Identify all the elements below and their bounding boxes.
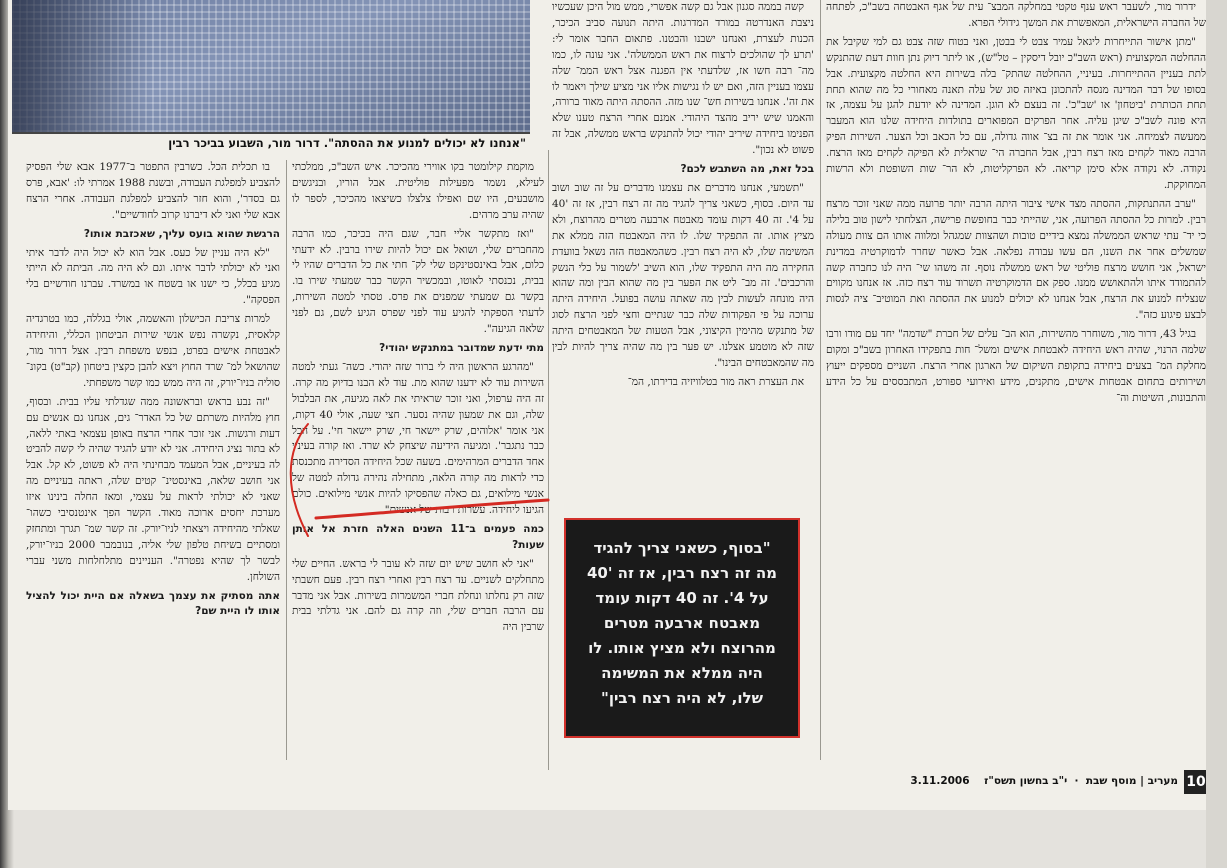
scan-margin [1206,0,1227,868]
article-paragraph: "תשמעי, אנחנו מדברים את עצמנו מדברים על זה שוב ושוב עד היום. בסוף, כשאני צריך להגיד מה זה רצח רבין, אז זה '40 על 4'. זה 40 דקות עומד מאבטח ארבעה מטרים מהרוצח, ולא מציץ אותו. זה התפקיד שלו. לו היה המאבטח הזה ממלא את המשימה שלו, לא היה רצח רבין. כשהמאבטח הזה נשאל בוועדת החקירה מה היה התפקיד שלו, הוא השיב 'לשמור על כלי הנשק והרכבים'. זה מב־ ליט את הפער בין מה שהוא הבין ומה שהוא היה מונחה לעשות לבין מה שאתה עושה בפועל. היחידה היתה ערוכה על פי הפקודות שלה כבר שנתיים וחצי לפני הרצח לסוג של מתנקש מהימין הקיצוני, אבל הטעות של המאבטחים היתה שזה לא מוטמע אצלנו. יש פער בין מה שהיה צריך להיות לבין מה שהמאבטחים הבינו". [552,181,814,369]
article-paragraph: "לא היה עניין של כעס. אבל הוא לא יכול היה לדבר איתי ואני לא יכולתי לדבר איתו. וגם לא היה מה. הביתה לא הייתי מגיע בכלל, כי ישנו או בשטח או במשרד. עברנו חודשיים בלי הפסקה". [26,246,280,307]
interview-question: אתה מסתיק את עצמך בשאלה אם היית יכול להציל אותו לו היית שם? [26,589,280,618]
article-paragraph: ידרור מור, לשעבר ראש ענף טקטי במחלקה המבצ־ עית של אגף האבטחה בשב"כ, לפתחה של החברה הישראלית, המאפשרת את המשך גידולי הפרא. [826,1,1206,29]
article-photo [12,0,530,134]
article-paragraph: את העצרת ראה מור בטלוויזיה בדירתו, המ־ [627,375,804,388]
pen-underline-mark [312,496,552,526]
footer-date: 3.11.2006 [910,775,970,787]
article-column-right [826,0,1206,760]
pull-quote: "בסוף, כשאני צריך להגיד מה זה רצח רבין, אז זה '40 על 4'. זה 40 דקות עומד מאבטח ארבעה מטרים מהרוצח ולא מציץ אותו. לו היה ממלא את המשימה שלו, לא היה רצח רבין" [564,518,800,738]
interview-question: מתי ידעת שמדובר במתנקש יהודי? [379,341,544,354]
article-paragraph: "זה נבע בראש ובראשונה ממה שגדלתי עליו בבית. ובסוף, חוץ מלהיות משרתם של כל האדר־ גים, אנחנו גם אנשים עם דעות ורגשות. אני זוכר אחרי הרצח באופן עצמאי באתי ללאה, לא בתור נציג היחידה. אני לא יודע להגיד שהיה לי קשה להביט לה בעיניים, אבל המעמד מבחינתי היה לא פשוט, לא קל. אבל אני חושב שלאה, באינסטינ־ קטים שלה, ראתה בעיניים מה שאני לא יכולתי לראות על עצמי, ומאז החלה בינינו איזו מערכת יחסים ארוכה מאוד. הקשר הפך אינטנסיבי כשהו־ שאלתי מהיחידה ויצאתי לניו־יורק. זה קשר שמ־ תגרך ומתחזק ומסתיים בשיחת טלפון שלי אליה, בנובמבר 2000 בניו־יורק, לבשר לך שהיא נפטרה". העניינים מתלחלחות משני עברי השולחן. [26,395,280,583]
page-number: 10 [1184,770,1208,794]
article-paragraph: "אני לא חושב שיש יום שזה לא עובר לי בראש. החיים שלי מתחלקים לשניים. עד רצח רבין ואחרי רצח רבין. פעם חשבתי שזה רק נחלתו ונחלת חברי המשמרות בשירות. אבל אני מדבר עם הרבה חברים שלי, וזה קרה גם להם. אני גדלתי בבית שרבין היה [292,557,544,634]
photo-shadow [12,0,152,132]
interview-question: כמה פעמים ב־11 השנים האלה חזרת אל אותן שעות? [292,522,544,551]
article-paragraph: "מתן אישור התייחרות ליגאל עמיר צבט לי בבטן, ואני בטוח שזה צבט גם למי שקיבל את ההחלטה המקצועית (ראש השב"כ יובל דיסקין – טל"ש), או ליתר דיוק נתן חוות דעת שהתנקש לתת בעניין ההתייחרות. בעיניי, ההחלטה שהתק־ בלה בשירות היא החלטה מקצועית. אבל בסופו של דבר המדינה מנסה להתכונן באיזה סוג של עלה תאנה מאחורי כל מה שהוא תחת תחת הכותרת 'ביטחון' או 'שב"כ'. זה בעצם לא הוגן. המדינה לא יודעת להגן על עצמה, אז היא פונה לשב"כ שיגן עליה. אחר הפרקים המפוארים בתולדות היחידה שלנו הוא המעבר ממעשה לצמיחה. אני אומר את זה בצ־ אווה גדולה, עם כל הכאב וכל הצער. השירות הפיק הרבה מאוד לקחים מאז רצח רבין, אבל החברה הי־ שראלית לא הפיקה לקחים מאז הרצח. נקודה. לא נקודה אלא סימן קריאה. לא הפרקליטות, לא הר־ שות השופטת ולא הרשות המחוקקת. [826,35,1206,191]
pen-bracket-mark [278,420,318,540]
interview-question: בכל זאת, מה השתבש לכם? [680,163,814,176]
article-column-middle [552,0,814,500]
article-paragraph: "מהרגע הראשון היה לי ברור שזה יהודי. כשה־ געתי למטה השירות עוד לא ידענו שהוא מת. עוד לא הבנו בדיוק מה קרה. זה היה ערפול, ואני זוכר שראיתי את לאה מגיעה, את הבלבול שלה, וגם את שמעון שהיה נסער. חצי שעה, אולי 40 דקות, אני אומר 'אלוהים, שרק יישאר חי, שרק יישאר חי'. על הכל כבר נתגבר'. ומגיעה הידיעה שיצחק לא שרד. ואז קורה בעיניי אחד הדברים המרהימים. בשעה שכל היחידה הסדירה מתכנסת כדי לראות מה קורה הלאה, מתחילה נהירה גדולה למטה של אנשי מילואים, גם כאלה שהפסיקו להיות אנשי מילואים. כולם הגיעו ליחידה. עשרות רבות של אנשים". [292,360,544,517]
article-column-left-inner [292,160,544,790]
newspaper-page [8,0,1214,810]
article-paragraph: למרות צריבת הכישלון והאשמה, אולי בגללה, כמו בטרגדיה קלאסית, נקשרה נפש אנשי שירות הביטחון הכללי, והיחידה לאבטחת אישים בפרט, בנפש משפחת רבין. אצל דרור מור, שהושאל למ־ שרד החוץ ויצא להבן כקצין ביטחון (קב"ט) בקונ־ סוליה בניו־יורק, זה היה ממש כמו קשר משפחתי. [26,313,280,389]
page-footer [808,770,1208,796]
interview-question: הרגשת שהוא בועס עליך, שאכזבת אותו? [83,227,280,240]
footer-section: מעריב | מוסף שבת [1085,775,1178,787]
article-paragraph: בו תכלית הכל. כשרבין התפטר ב־1977 אבא שלי הפסיק להצביע למפלגת העבודה, ובשנת 1988 אמרתי לו: 'אבא, פרס גם בסדר', והוא חזר להצביע למפלגת העבודה. אחרי הרצח אבא שלי ואני לא דיברנו קרוב לחודשיים". [26,161,280,221]
column-divider [548,150,549,770]
column-divider [820,0,821,760]
article-paragraph: מוקמת קילומטר בקו אווירי מהכיכר. איש השב"כ, ממלכתי לעילא, נשמר מפעילות פוליטית. אבל הוריו, ובניגשים מושבעים, היו שם ואפילו צלצלו כשיצאו מהכיכר, לספר לו שהיה ערב מרהים. [292,161,544,221]
article-paragraph: קשה בממה סגנון אבל גם קשה אפשרי, ממש מול היכן שעכשיו ניצבת האנדרטה במורד המדרגות. היתה תנועה סביב הכיכר, הכנות לעצרת, ואנחנו ישבנו והבטנו. פתאום החבר אומר לי: 'תרע לך שהולכים לרצוח את ראש הממשלה'. אני עונה לו, כמו מה־ רבה חשו אז, שלדעתי אין הפגנה אצל ראש הממ־ שלה עצמו בעניין הזה, ואם יש לו נגישות אליו אני מציע שילך ויאמר לו את זה'. אנחנו בשירות חש־ שנו מזה. ההסתה היתה מאוד ברורה, והאמנו שיש יריב מהצד היהודי. אמנם אחרי הרצח טענו שלא הפנימו ביחידה שיריב יהודי יכול להתנקש בראש ממשלה, אבל זה פשוט לא נכון". [552,1,814,157]
article-paragraph: "ערב ההתנתקות, ההסתה מצד אישי ציבור היתה הרבה יותר פרועה ממה שאני זוכר מרצח רבין. למרות כל ההסתה הפרועה, אני, שהייתי כבר בחופשת פרישה, הצלחתי לישון טוב בלילה כי יד־ עתי שראש הממשלה נמצא בידיים טובות ושהצוות שמגהל ומלווה אותו הם צוות מעולה שמשלים אחר את השנו, הם עשו עבודה נפלאה. אבל כאשר שחרר לדמוקרטיה במדינת ישראל, אני חושש מרצח פוליטי של ראש ממשלה נוסף. זה משהו שי־ היה לנו כחברה קשה להתמודד איתו ולהתאושש ממנו. ספק אם הדמוקרטיה תשרוד עוד רצח כזה. אז אנחנו מקווים שנצליח למנוע את הרצח, אבל אנחנו לא יכולים למנוע את ההסתה ואת המוטיב־ ציה לנסות לבצע פיגוע כזה". [826,197,1206,322]
footer-hebrew-date: י"ב בחשון תשס"ז [984,775,1068,787]
photo-caption: "אנחנו לא יכולים למנוע את ההסתה". דרור מור, השבוע בביכר רבין [168,136,526,150]
footer-info: מעריב | מוסף שבת · י"ב בחשון תשס"ז 3.11.2006 [910,775,1178,787]
article-paragraph: "ואז מתקשר אליי חבר, שגם היה בכיכר, כמו הרבה מהחברים שלי, ושואל אם יכול להיות שירו ברבין. לא ידעתי כלום, אבל באינסטינקט שלי לק־ חתי את כל הדברים שהיו לי בבית, נכנסתי לאוטו, ובמכשיר הקשר כבר שמעתי שירו בו. בקשר גם שמעתי שמפנים את פרס. טסתי למטה השירות, לדעתי הספקתי להגיע עוד לפני שפרס הגיע לשם, גם לפני שלאה הגיעה". [292,227,544,336]
article-column-left-outer [26,160,280,790]
article-paragraph: בגיל 43, דרור מור, משוחרר מהשירות, הוא הב־ עלים של חברת "שדמה" יחד עם מודו ורבו שלמה הרנוי, שהיה ראש היחידה לאבטחת אישים ומשל־ חות בתפקידו האחרון בשב"כ ומקום מחלקת המ־ בצעים ביחידה בתקופת השיקום של הארגון אחרי הרצח. השניים מספקים ייעוץ ושירותים בתחום אבטחות אישים, מתקנים, מידע ואירועי ספורט, המתבססים על כל הידע והתבונות, השיטות וה־ [826,328,1206,404]
